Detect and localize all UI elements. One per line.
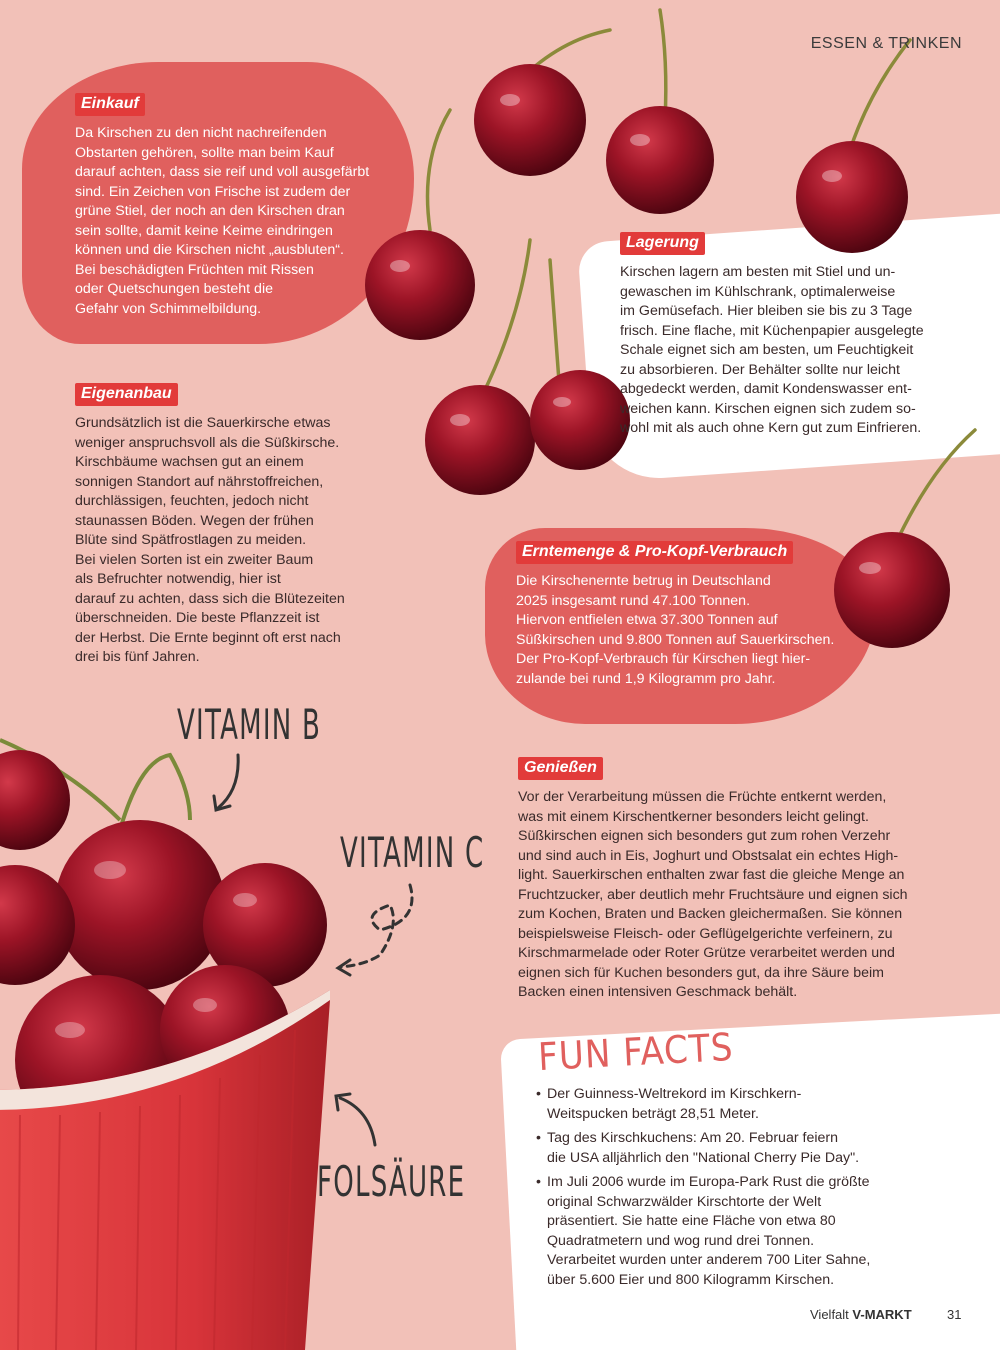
einkauf-text: Da Kirschen zu den nicht nachreifenden Obstarten gehören, sollte man beim Kauf darauf achten, dass sie reif und voll ausgefärbt sind. Ein Zeichen von Frische ist zudem der grüne Stiel, der noch an den Kirschen dran sein sollte, damit keine Keime eindringen können und die Kirschen nicht „ausbluten“. Bei beschädigten Früchten mit Rissen oder Quetschungen besteht die Gefahr von Schimmelbildung. bbox=[75, 125, 370, 317]
vitamin-b-label: VITAMIN B bbox=[177, 700, 322, 749]
eigenanbau-section bbox=[75, 383, 375, 668]
fun-facts-title: FUN FACTS bbox=[536, 1024, 735, 1080]
fun-fact-item: • Im Juli 2006 wurde im Europa-Park Rust die größte original Schwarzwälder Kirschtorte der Welt präsentiert. Sie hatte eine Fläche von etwa 80 Quadratmetern und wog rund drei Tonnen. Verarbeitet wurden unter anderem 700 Liter Sahne, über 5.600 Eier und 800 Kilogramm Kirschen. bbox=[536, 1173, 896, 1290]
eigenanbau-title: Eigenanbau bbox=[75, 383, 178, 406]
vitamin-c-label: VITAMIN C bbox=[340, 828, 485, 877]
geniessen-text: Vor der Verarbeitung müssen die Früchte entkernt werden, was mit einem Kirschentkerner besonders leicht gelingt. Süßkirschen eignen sich besonders gut zum rohen Verzehr und sind auch in Eis, Joghurt und Obstsalat ein echtes High- light. Sauerkirschen enthalten zwar fast die gleiche Menge an Fruchtzucker, aber deutlich mehr Fruchtsäure und eignen sich zum Kochen, Braten und Backen gleichermaßen. Sie können beispielsweise Fleisch- oder Geflügelgerichte verfeinern, zu Kirschmarmelade oder Roter Grütze verarbeitet werden und eignen sich für Kuchen besonders gut, da ihre Säure beim Backen einen intensiven Geschmack behält. bbox=[518, 789, 908, 1000]
fun-facts-list bbox=[536, 1085, 896, 1295]
erntemenge-section bbox=[516, 541, 866, 689]
footer-brand-prefix: Vielfalt bbox=[810, 1307, 849, 1322]
section-label: ESSEN & TRINKEN bbox=[810, 35, 962, 52]
lagerung-text: Kirschen lagern am besten mit Stiel und un- gewaschen im Kühlschrank, optimalerweise im Gemüsefach. Hier bleiben sie bis zu 3 Tage frisch. Eine flache, mit Küchenpapier ausgelegte Schale eignet sich am besten, um Feuchtigkeit zu absorbieren. Der Behälter sollte nur leicht abgedeckt werden, damit Kondenswasser ent- weichen kann. Kirschen eignen sich zudem so- wohl mit als auch ohne Kern gut zum Einfrieren. bbox=[620, 264, 924, 436]
page-number: 31 bbox=[947, 1307, 962, 1322]
footer-brand-name: V-MARKT bbox=[852, 1307, 912, 1322]
geniessen-title: Genießen bbox=[518, 757, 603, 780]
erntemenge-title: Erntemenge & Pro-Kopf-Verbrauch bbox=[516, 541, 793, 564]
eigenanbau-text: Grundsätzlich ist die Sauerkirsche etwas weniger anspruchsvoll als die Süßkirsche. Kirschbäume wachsen gut an einem sonnigen Standort auf nährstoffreichen, durchlässigen, feuchten, jedoch nicht staunassen Böden. Wegen der frühen Blüte sind Spätfrostlagen zu meiden. Bei vielen Sorten ist ein zweiter Baum als Befruchter notwendig, hier ist darauf zu achten, dass sich die Blütezeiten überschneiden. Die beste Pflanzzeit ist der Herbst. Die Ernte beginnt oft erst nach drei bis fünf Jahren. bbox=[75, 415, 345, 665]
lagerung-section bbox=[620, 232, 950, 439]
footer-brand bbox=[810, 1307, 912, 1322]
einkauf-title: Einkauf bbox=[75, 93, 145, 116]
geniessen-section bbox=[518, 757, 938, 1003]
einkauf-section bbox=[75, 93, 395, 319]
erntemenge-text: Die Kirschenernte betrug in Deutschland 2025 insgesamt rund 47.100 Tonnen. Hiervon entfielen etwa 37.300 Tonnen auf Süßkirschen und 9.800 Tonnen auf Sauerkirschen. Der Pro-Kopf-Verbrauch für Kirschen liegt hier- zulande bei rund 1,9 Kilogramm pro Jahr. bbox=[516, 573, 835, 687]
fun-fact-item: • Tag des Kirschkuchens: Am 20. Februar feiern die USA alljährlich den "National Cherry Pie Day". bbox=[536, 1129, 896, 1168]
fun-fact-item: • Der Guinness-Weltrekord im Kirschkern- Weitspucken beträgt 28,51 Meter. bbox=[536, 1085, 896, 1124]
lagerung-title: Lagerung bbox=[620, 232, 705, 255]
folsaeure-label: FOLSÄURE bbox=[317, 1157, 466, 1206]
